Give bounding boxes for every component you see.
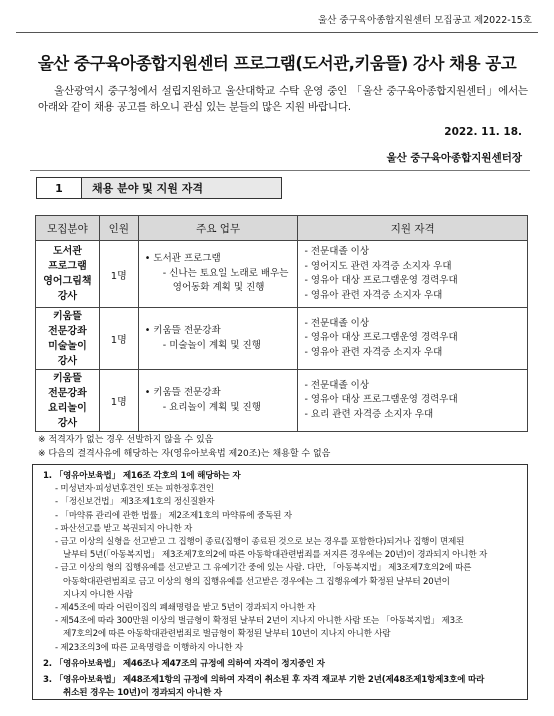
section-rule	[30, 170, 530, 171]
duty-cell: • 도서관 프로그램 - 신나는 토요일 노래로 배우는 영어동화 계획 및 진행	[138, 241, 298, 308]
table-header-row	[36, 216, 528, 241]
header-count: 인원	[99, 216, 138, 241]
recruitment-table	[35, 215, 528, 432]
quals-cell: - 전문대졸 이상 - 영유아 대상 프로그램운영 경력우대 - 영유아 관련 자격증 소지자 우대	[298, 308, 528, 370]
section-number: 1	[36, 177, 82, 199]
issuing-organization: 울산 중구육아종합지원센터장	[386, 152, 522, 164]
disq-heading: 3. 「영유아보육법」 제48조제1항의 규정에 의하여 자격이 취소된 후 자격 재교부 기한 2년(제48조제1항제3호에 따라	[43, 675, 485, 686]
page-title: 울산 중구육아종합지원센터 프로그램(도서관,키움뜰) 강사 채용 공고	[37, 54, 517, 73]
count-cell: 1명	[99, 308, 138, 370]
list-item: - 파산선고를 받고 복권되지 아니한 자	[55, 523, 193, 534]
duty-cell: • 키움뜰 전문강좌 - 요리놀이 계획 및 진행	[138, 370, 298, 432]
field-cell: 키움뜰 전문강좌 미술놀이 강사	[36, 308, 100, 370]
intro-paragraph: 울산광역시 중구청에서 설립지원하고 울산대학교 수탁 운영 중인 「울산 중구육아종합지원센터」에서는 아래와 같이 채용 공고를 하오니 관심 있는 분들의 많은 지원 바랍니다.	[38, 85, 528, 113]
table-row	[36, 308, 528, 370]
header-duty: 주요 업무	[138, 216, 298, 241]
section-heading	[36, 177, 282, 199]
header-quals: 지원 자격	[298, 216, 528, 241]
list-item: - 제45조에 따라 어린이집의 폐쇄명령을 받고 5년이 경과되지 아니한 자	[55, 603, 316, 614]
list-item: - 「마약류 관리에 관한 법률」 제2조제1호의 마약류에 중독된 자	[55, 510, 292, 521]
quals-cell: - 전문대졸 이상 - 영유아 대상 프로그램운영 경력우대 - 요리 관련 자격증 소지자 우대	[298, 370, 528, 432]
list-item: - 미성년자·피성년후견인 또는 피한정후견인	[55, 484, 214, 495]
field-cell: 도서관 프로그램 영어그림책 강사	[36, 241, 100, 308]
count-cell: 1명	[99, 370, 138, 432]
top-rule	[16, 32, 538, 33]
disqualification-box	[32, 464, 528, 700]
duty-cell: • 키움뜰 전문강좌 - 미술놀이 계획 및 진행	[138, 308, 298, 370]
list-item: - 금고 이상의 형의 집행유예를 선고받고 그 유예기간 중에 있는 사람. 다만, 「아동복지법」 제3조제7호의2에 따른	[55, 563, 472, 574]
header-field: 모집분야	[36, 216, 100, 241]
note-line: ※ 다음의 결격사유에 해당하는 자(영유아보육법 제20조)는 채용할 수 없음	[38, 449, 331, 459]
list-item-continued: 아동학대관련범죄로 금고 이상의 형의 집행유예를 선고받은 경우에는 그 집행유예가 확정된 날부터 20년이	[63, 576, 450, 587]
quals-cell: - 전문대졸 이상 - 영어지도 관련 자격증 소지자 우대 - 영유아 대상 프로그램운영 경력우대 - 영유아 관련 자격증 소지자 우대	[298, 241, 528, 308]
list-item-continued: 지나지 아니한 사람	[63, 589, 133, 600]
section-title: 채용 분야 및 지원 자격	[82, 177, 282, 199]
table-row	[36, 241, 528, 308]
notice-number: 울산 중구육아종합지원센터 모집공고 제2022-15호	[318, 15, 532, 26]
disq-heading-continued: 취소된 경우는 10년)이 경과되지 아니한 자	[63, 688, 222, 699]
note-line: ※ 적격자가 없는 경우 선발하지 않을 수 있음	[38, 435, 214, 445]
field-cell: 키움뜰 전문강좌 요리놀이 강사	[36, 370, 100, 432]
list-item-continued: 제7호의2에 따른 아동학대관련범죄로 벌금형이 확정된 날부터 10년이 지나지 아니한 사람	[63, 629, 391, 640]
notice-date: 2022. 11. 18.	[444, 126, 522, 138]
list-item: - 제54조에 따라 300만원 이상의 벌금형이 확정된 날부터 2년이 지나지 아니한 사람 또는 「아동복지법」 제3조	[55, 616, 463, 627]
list-item-continued: 날부터 5년(「아동복지법」 제3조제7호의2에 따른 아동학대관련범죄를 저지른 경우에는 20년)이 경과되지 아니한 자	[63, 550, 488, 561]
list-item: - 금고 이상의 실형을 선고받고 그 집행이 종료(집행이 종료된 것으로 보는 경우를 포함한다)되거나 집행이 면제된	[55, 537, 465, 548]
count-cell: 1명	[99, 241, 138, 308]
disq-heading: 1. 「영유아보육법」 제16조 각호의 1에 해당하는 자	[43, 471, 241, 481]
list-item: - 「정신보건법」 제3조제1호의 정신질환자	[55, 497, 215, 508]
table-row	[36, 370, 528, 432]
disq-heading: 2. 「영유아보육법」 제46조나 제47조의 규정에 의하여 자격이 정지중인 자	[43, 658, 325, 669]
list-item: - 제23조의3에 따른 교육명령을 이행하지 아니한 자	[55, 642, 243, 653]
